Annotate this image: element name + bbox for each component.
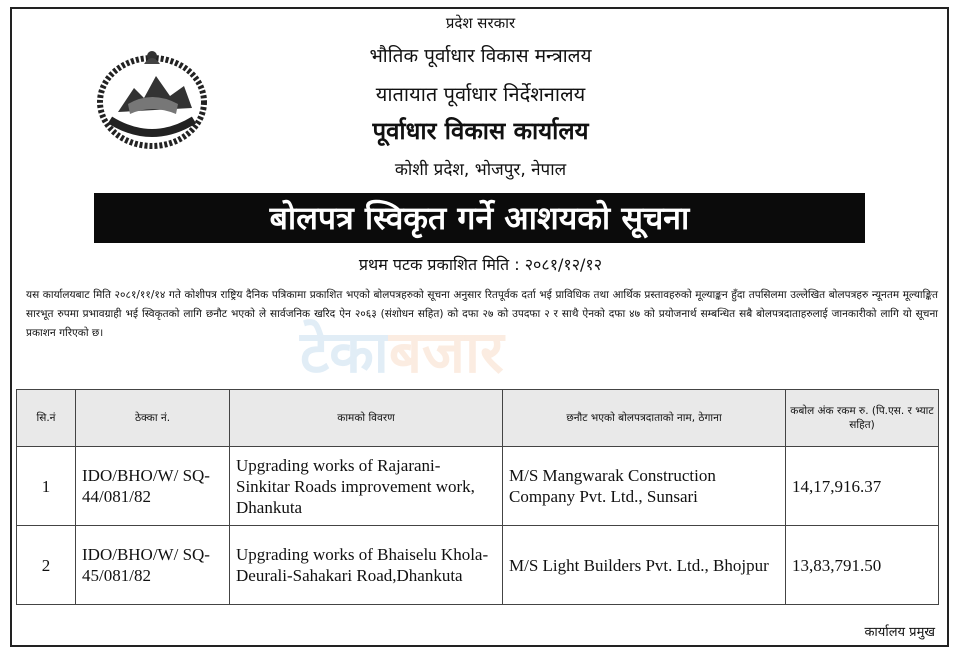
col-header-amount: कबोल अंक रकम रु. (पि.एस. र भ्याट सहित) xyxy=(786,390,939,447)
header-directorate: यातायात पूर्वाधार निर्देशनालय xyxy=(375,82,586,106)
cell-bidder: M/S Light Builders Pvt. Ltd., Bhojpur xyxy=(503,526,786,605)
col-header-bidder: छनौट भएको बोलपत्रदाताको नाम, ठेगाना xyxy=(503,390,786,447)
header-ministry: भौतिक पूर्वाधार विकास मन्त्रालय xyxy=(369,45,592,67)
watermark-part-2: बजार xyxy=(388,318,504,386)
tender-table xyxy=(16,389,939,605)
cell-work: Upgrading works of Bhaiselu Khola- Deurali-Sahakari Road,Dhankuta xyxy=(230,526,503,605)
col-header-sn: सि.नं xyxy=(17,390,76,447)
cell-sn: 1 xyxy=(17,447,76,526)
header-line-1: प्रदेश सरकार xyxy=(445,14,516,32)
table-header-row xyxy=(17,390,939,447)
published-date: प्रथम पटक प्रकाशित मिति : २०८१/१२/१२ xyxy=(358,255,603,274)
table-row xyxy=(17,526,939,605)
cell-sn: 2 xyxy=(17,526,76,605)
cell-contract: IDO/BHO/W/ SQ-44/081/82 xyxy=(76,447,230,526)
cell-contract: IDO/BHO/W/ SQ-45/081/82 xyxy=(76,526,230,605)
footer-signatory: कार्यालय प्रमुख xyxy=(864,625,935,640)
col-header-work: कामको विवरण xyxy=(230,390,503,447)
header-office: पूर्वाधार विकास कार्यालय xyxy=(372,117,589,145)
notice-paragraph: यस कार्यालयबाट मिति २०८१/११/१४ गते कोशीपत्र राष्ट्रिय दैनिक पत्रिकामा प्रकाशित भएको बोलपत्रहरुको सूचना अनुसार रितपूर्वक दर्ता भई प्राविधिक तथा आर्थिक प्रस्तावहरुको मूल्याङ्कन हुँदा तपसिलमा उल्लेखित बोलपत्रहरु न्यूनतम मूल्याङ्कित सारभूत रुपमा प्रभावग्राही भई स्विकृतको लागि छनौट भएको ले सार्वजनिक खरिद ऐन २०६३ (संशोधन सहित) को दफा २७ को उपदफा २ र साथै ऐनको दफा ४७ को प्रयोजनार्थ सम्बन्धित सबै बोलपत्रदाताहरुलाई जानकारीको लागि यो सूचना प्रकाशन गरिएको छ। xyxy=(26,289,938,339)
notice-title: बोलपत्र स्विकृत गर्ने आशयको सूचना xyxy=(94,193,865,243)
watermark-part-1: टेका xyxy=(300,318,389,386)
cell-amount: 13,83,791.50 xyxy=(786,526,939,605)
header-address: कोशी प्रदेश, भोजपुर, नेपाल xyxy=(394,160,567,180)
table-row xyxy=(17,447,939,526)
cell-bidder: M/S Mangwarak Construction Company Pvt. Ltd., Sunsari xyxy=(503,447,786,526)
cell-work: Upgrading works of Rajarani- Sinkitar Roads improvement work, Dhankuta xyxy=(230,447,503,526)
col-header-contract: ठेक्का नं. xyxy=(76,390,230,447)
watermark xyxy=(300,310,504,389)
cell-amount: 14,17,916.37 xyxy=(786,447,939,526)
